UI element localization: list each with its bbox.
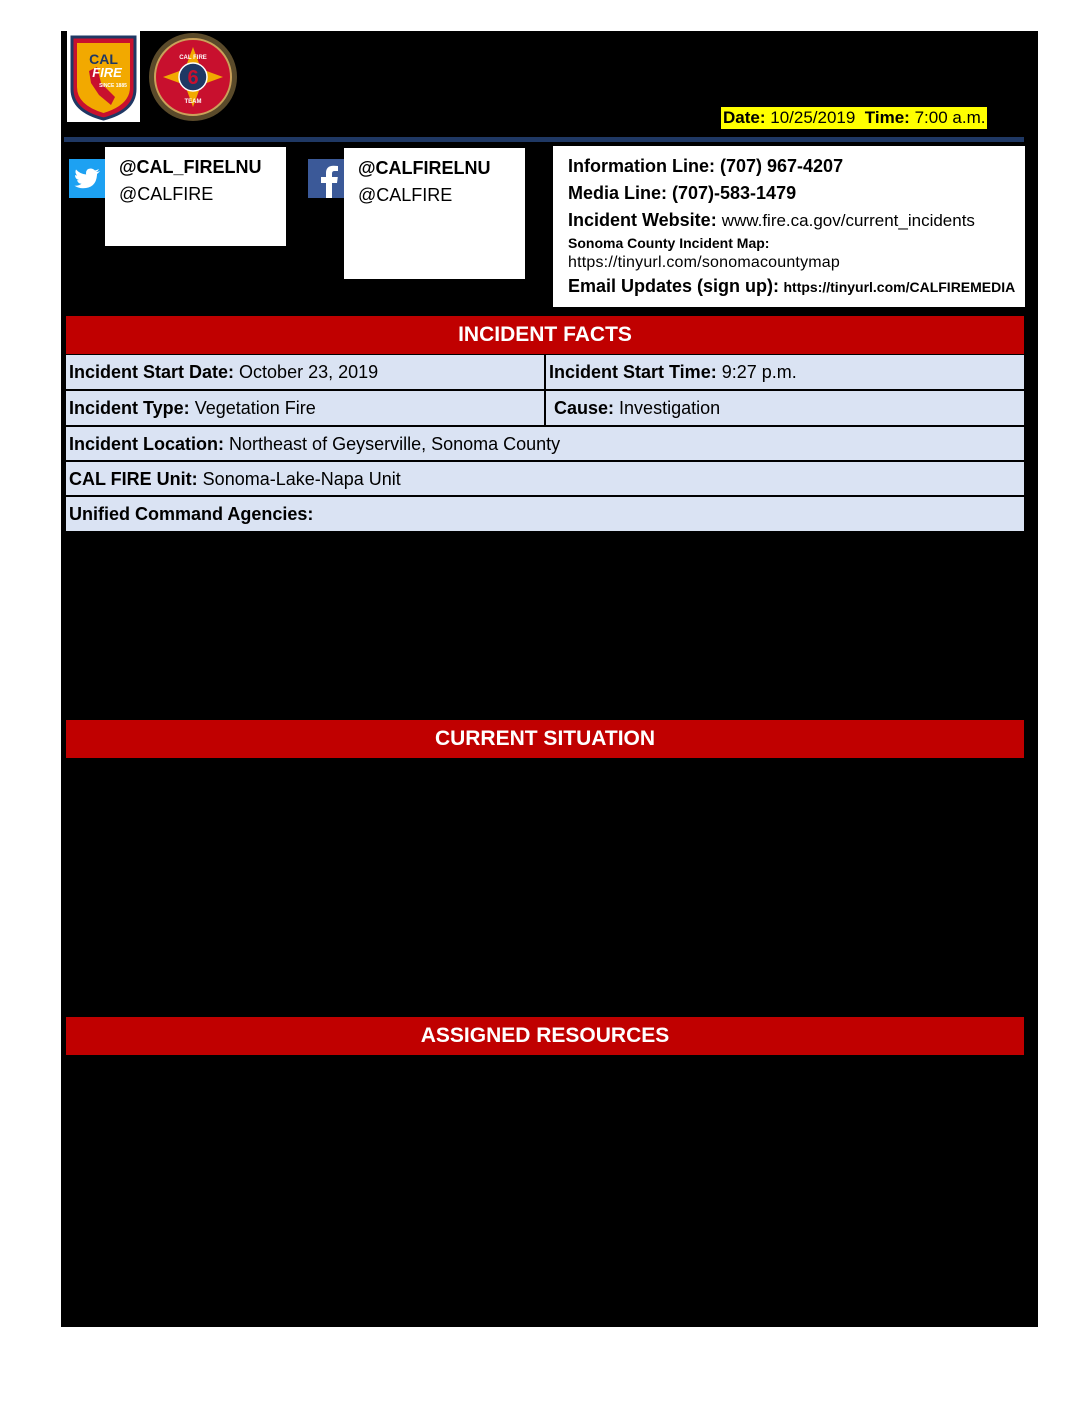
time-value: 7:00 a.m.	[914, 108, 986, 127]
fact-start-time-value: 9:27 p.m.	[721, 362, 797, 382]
fact-incident-type-value: Vegetation Fire	[194, 398, 316, 418]
fact-unit	[66, 462, 1024, 497]
fact-cause	[546, 391, 1024, 427]
cal-fire-logo	[67, 31, 140, 122]
facebook-handles-box	[344, 148, 525, 279]
date-label: Date:	[723, 108, 766, 127]
current-situation-header: CURRENT SITUATION	[66, 720, 1024, 758]
fact-unit-label: CAL FIRE Unit:	[69, 469, 198, 489]
media-line: Media Line: (707)-583-1479	[568, 183, 797, 203]
fact-cause-value: Investigation	[619, 398, 721, 418]
fact-cause-label: Cause:	[554, 398, 615, 418]
fact-agencies	[66, 497, 1024, 531]
email-link[interactable]: https://tinyurl.com/CALFIREMEDIA	[783, 279, 1016, 295]
website-link[interactable]: www.fire.ca.gov/current_incidents	[721, 211, 975, 230]
fact-location-value: Northeast of Geyserville, Sonoma County	[229, 434, 561, 454]
twitter-handle-secondary[interactable]: @CALFIRE	[119, 184, 214, 204]
facebook-icon[interactable]	[308, 159, 345, 198]
cal-fire-logo-text-2: FIRE	[92, 65, 122, 80]
map-label: Sonoma County Incident Map:	[568, 235, 770, 251]
fact-incident-type-label: Incident Type:	[69, 398, 190, 418]
date-value: 10/25/2019	[770, 108, 856, 127]
header-divider	[64, 137, 1024, 142]
fact-start-date-value: October 23, 2019	[239, 362, 379, 382]
fact-unit-value: Sonoma-Lake-Napa Unit	[202, 469, 401, 489]
team-6-logo	[148, 31, 238, 123]
information-line: Information Line: (707) 967-4207	[568, 156, 844, 176]
twitter-handle-main[interactable]: @CAL_FIRELNU	[119, 157, 262, 177]
date-time-bar	[721, 107, 987, 129]
team-6-logo-top: CAL FIRE	[179, 55, 207, 61]
fact-agencies-label: Unified Command Agencies:	[69, 504, 314, 524]
assigned-resources-header: ASSIGNED RESOURCES	[66, 1017, 1024, 1055]
facebook-handle-secondary[interactable]: @CALFIRE	[358, 185, 453, 205]
website-label: Incident Website:	[568, 210, 717, 230]
twitter-icon[interactable]	[69, 159, 109, 198]
contact-info-box	[553, 146, 1025, 307]
facebook-handle-main[interactable]: @CALFIRELNU	[358, 158, 491, 178]
fact-start-date-label: Incident Start Date:	[69, 362, 235, 382]
time-label: Time:	[864, 108, 910, 127]
cal-fire-logo-text-1: CAL	[89, 51, 118, 67]
email-updates	[568, 276, 1015, 297]
cal-fire-logo-text-3: SINCE 1885	[99, 83, 127, 89]
fact-location	[66, 427, 1024, 462]
map-link[interactable]: https://tinyurl.com/sonomacountymap	[568, 254, 841, 271]
fact-start-time-label: Incident Start Time:	[549, 362, 717, 382]
email-label: Email Updates (sign up):	[568, 276, 780, 296]
fact-start-date	[66, 355, 544, 391]
incident-website	[568, 210, 975, 231]
fact-incident-type	[66, 391, 544, 427]
team-6-logo-bottom: TEAM	[184, 99, 202, 105]
incident-facts-header: INCIDENT FACTS	[66, 316, 1024, 354]
fact-location-label: Incident Location:	[69, 434, 224, 454]
twitter-handles-box	[105, 147, 286, 246]
team-6-logo-number: 6	[187, 67, 199, 89]
fact-start-time	[546, 355, 1024, 391]
